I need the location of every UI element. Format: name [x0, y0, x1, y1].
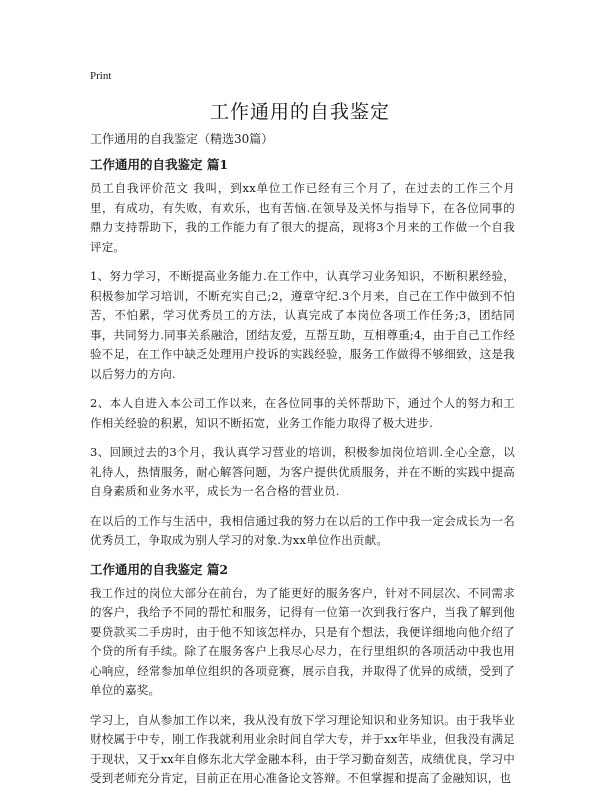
paragraph: 我工作过的岗位大部分在前台，为了能更好的服务客户，针对不同层次、不同需求的客户，我给予不同的帮忙和服务，记得有一位第一次到我行客户，当我了解到他要贷款买二手房时，由于他不知该怎样办，只是有个想法，我便详细地向他介绍了个贷的所有手续。除了在服务客户上我尽心尽力，在行里组织的各项活动中我也用心响应，经常参加单位组织的各项竞赛，展示自我，并取得了优异的成绩，受到了单位的嘉奖。 — [90, 585, 515, 697]
section-2 — [90, 561, 515, 789]
section-heading: 工作通用的自我鉴定 篇2 — [90, 561, 229, 577]
paragraph: 2、本人自进入本公司工作以来，在各位同事的关怀帮助下，通过个人的努力和工作相关经验的积累，知识不断拓宽，业务工作能力取得了极大进步. — [90, 396, 515, 430]
document-title: 工作通用的自我鉴定 — [209, 101, 390, 123]
section-heading: 工作通用的自我鉴定 篇1 — [90, 157, 229, 172]
paragraph: 员工自我评价范文 我叫，到xx单位工作已经有三个月了，在过去的工作三个月里，有成功，有失败，有欢乐，也有苦恼.在领导及关怀与指导下，在各位同事的鼎力支持帮助下，我的工作能力有了很大的提高，现将3个月来的工作做一个自我评定。 — [90, 181, 515, 254]
document-subtitle: 工作通用的自我鉴定（精选30篇） — [90, 132, 274, 146]
document-body — [90, 130, 515, 799]
paragraph: 在以后的工作与生活中，我相信通过我的努力在以后的工作中我一定会成长为一名优秀员工，争取成为别人学习的对象.为xx单位作出贡献。 — [90, 513, 515, 547]
paragraph: 3、回顾过去的3个月，我认真学习营业的培训，积极参加岗位培训.全心全意，以礼待人，热情服务，耐心解答问题，为客户提供优质服务，并在不断的实践中提高自身素质和业务水平，成长为一名合格的营业员. — [90, 445, 515, 498]
section-1 — [90, 156, 515, 551]
paragraph: 学习上，自从参加工作以来，我从没有放下学习理论知识和业务知识。由于我毕业财校属于中专，刚工作我就利用业余时间自学大专，并于xx年毕业，但我没有满足于现状，又于xx年自修东北大学金融本科，由于学习勤奋刻苦，成绩优良，学习中受到老师充分肯定，目前正在用心准备论文答辩。不但掌握和提高了金融知识，也 — [90, 712, 515, 785]
paragraph: 1、努力学习，不断提高业务能力.在工作中，认真学习业务知识，不断积累经验，积极参加学习培训，不断充实自己;2，遵章守纪.3个月来，自己在工作中做到不怕苦，不怕累，学习优秀员工的方法，认真完成了本岗位各项工作任务;3，团结同事，共同努力.同事关系融洽，团结友爱，互帮互助，互相尊重;4，由于自己工作经验不足，在工作中缺乏处理用户投诉的实践经验，服务工作做得不够细致，这是我以后努力的方向. — [90, 269, 515, 381]
print-label[interactable]: Print — [90, 70, 112, 82]
